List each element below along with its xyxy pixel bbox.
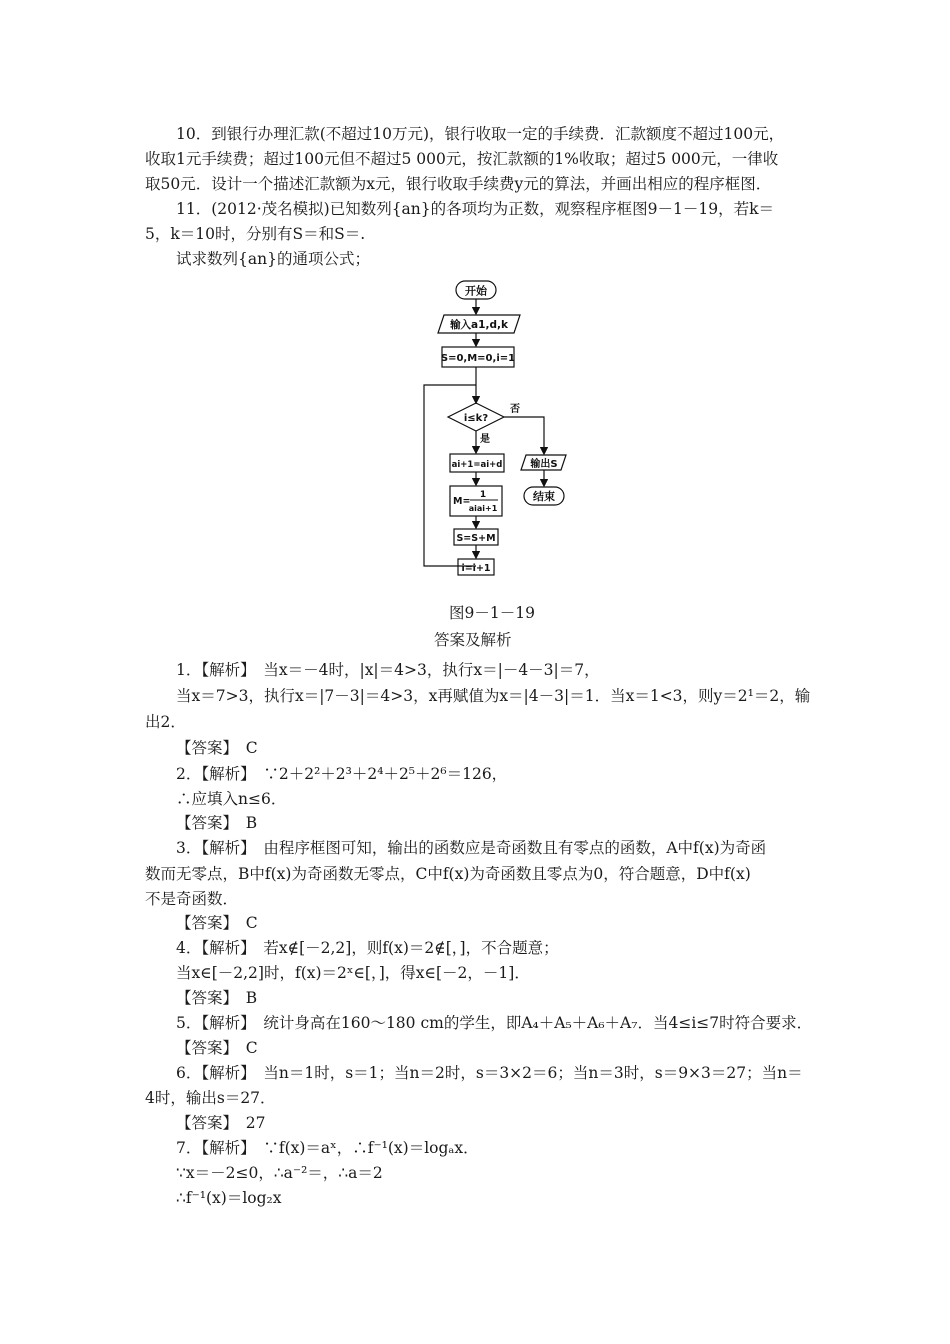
answer-line: ∵x＝－2≤0，∴a⁻²＝，∴a＝2 <box>176 1164 383 1182</box>
init-label: S=0,M=0,i=1 <box>440 353 516 364</box>
answer-line: 1．【解析】 当x＝－4时，|x|＝4>3，执行x＝|－4－3|＝7， <box>176 661 600 679</box>
flowchart-svg <box>420 275 585 595</box>
yes-branch-label: 是 <box>480 434 490 445</box>
output-label: 输出S <box>530 459 558 470</box>
figure-caption: 图9－1－19 <box>449 604 535 622</box>
step-update-a-label: ai+1=ai+d <box>451 460 503 470</box>
answer-line: 数而无零点，B中f(x)为奇函数无零点，C中f(x)为奇函数且零点为0，符合题意，D中f(x) <box>145 865 751 883</box>
step-sum-label: S=S+M <box>456 533 496 544</box>
input-label: 输入a1,d,k <box>450 319 508 331</box>
step-increment-label: i=i+1 <box>461 563 491 574</box>
answer-line: 4时，输出s＝27． <box>145 1089 276 1107</box>
answer-line: 当x∈[－2,2]时，f(x)＝2ˣ∈[，]，得x∈[－2，－1]． <box>176 964 530 982</box>
answer-line: 2．【解析】 ∵2＋2²＋2³＋2⁴＋2⁵＋2⁶＝126， <box>176 765 508 783</box>
problem-11-line-1: 11．(2012·茂名模拟)已知数列{an}的各项均为正数，观察程序框图9－1－19，若k＝ <box>176 200 774 218</box>
answer-line: 【答案】 B <box>176 814 258 832</box>
step-compute-m-numerator: 1 <box>479 490 487 500</box>
condition-label: i≤k? <box>463 413 489 424</box>
start-label: 开始 <box>465 284 487 298</box>
answer-line: 6．【解析】 当n＝1时，s＝1；当n＝2时，s＝3×2＝6；当n＝3时，s＝9×3＝27；当n＝ <box>176 1064 803 1082</box>
answer-line: 5．【解析】 统计身高在160～180 cm的学生，即A₄＋A₅＋A₆＋A₇．当4≤i≤7时符合要求． <box>176 1014 813 1032</box>
answer-line: ∴应填入n≤6． <box>176 790 287 808</box>
answers-title: 答案及解析 <box>434 631 512 649</box>
answer-line: 出2． <box>145 713 186 731</box>
answer-line: 7．【解析】 ∵f(x)＝aˣ，∴f⁻¹(x)＝logₐx． <box>176 1139 479 1157</box>
problem-10-line-3: 取50元．设计一个描述汇款额为x元，银行收取手续费y元的算法，并画出相应的程序框图． <box>145 175 772 193</box>
step-compute-m-lhs: M= <box>453 496 471 507</box>
answer-line: 【答案】 C <box>176 1039 258 1057</box>
answer-line: 3．【解析】 由程序框图可知，输出的函数应是奇函数且有零点的函数，A中f(x)为奇函 <box>176 839 767 857</box>
answer-line: 当x＝7>3，执行x＝|7－3|＝4>3，x再赋值为x＝|4－3|＝1．当x＝1<3，则y＝2¹＝2，输 <box>176 687 811 705</box>
problem-11-line-2: 5，k＝10时，分别有S＝和S＝. <box>145 225 366 243</box>
answer-line: 【答案】 B <box>176 989 258 1007</box>
problem-10-line-1: 10．到银行办理汇款(不超过10万元)，银行收取一定的手续费．汇款额度不超过100元， <box>176 125 785 143</box>
answer-line: 【答案】 C <box>176 914 258 932</box>
answer-line: 不是奇函数． <box>145 890 239 908</box>
end-label: 结束 <box>533 490 555 503</box>
no-branch-label: 否 <box>510 404 520 415</box>
answer-line: 【答案】 27 <box>176 1114 266 1132</box>
step-compute-m-denominator: aiai+1 <box>468 504 498 513</box>
answer-line: 4．【解析】 若x∉[－2,2]，则f(x)＝2∉[，]，不合题意； <box>176 939 559 957</box>
answer-line: 【答案】 C <box>176 739 258 757</box>
flowchart <box>420 275 585 595</box>
answer-line: ∴f⁻¹(x)＝log₂x <box>176 1189 282 1207</box>
problem-11-line-3: 试求数列{an}的通项公式； <box>176 250 370 268</box>
problem-10-line-2: 收取1元手续费；超过100元但不超过5 000元，按汇款额的1%收取；超过5 000元，一律收 <box>145 150 779 168</box>
